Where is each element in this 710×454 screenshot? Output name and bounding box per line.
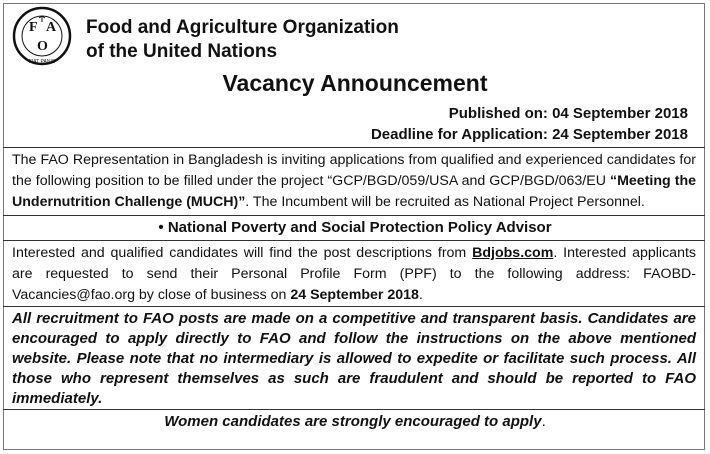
women-period: .	[541, 413, 546, 430]
logo-motto: FIAT PANIS	[28, 59, 56, 65]
org-line-2: of the United Nations	[86, 41, 278, 62]
apply-text-1: Interested and qualified candidates will find the post descriptions from	[12, 245, 473, 261]
apply-text-3: .	[418, 287, 423, 303]
page-title: Vacancy Announcement	[222, 70, 488, 96]
divider	[3, 409, 705, 410]
deadline-date: Deadline for Application: 24 September 2018	[370, 126, 688, 143]
intro-tail: . The Incumbent will be recruited as National Project Personnel.	[245, 194, 645, 210]
fao-logo	[12, 6, 72, 66]
org-line-1: Food and Agriculture Organization	[86, 17, 399, 38]
divider	[3, 215, 705, 216]
logo-letter-a: A	[46, 20, 57, 35]
organization-name	[86, 16, 399, 64]
recruitment-notice: All recruitment to FAO posts are made on a competitive and transparent basis. Candidates are encouraged to apply directly to FAO and follow the instructions on the above mentioned website. Please note that no intermediary is allowed to expedite or facilitate such process. All those who represent themselves as such are fraudulent and should be reported to FAO immediately.	[12, 310, 696, 407]
logo-letter-f: F	[29, 20, 38, 35]
published-date: Published on: 04 September 2018	[448, 105, 688, 122]
bdjobs-link[interactable]: Bdjobs.com	[472, 245, 554, 261]
apply-text-2: . Interested applicants are requested to send their Personal Profile Form (PPF) to the following address: FAOBD-Vacancies@fao.org by close of business on	[12, 245, 696, 303]
intro-paragraph	[12, 150, 696, 213]
apply-deadline: 24 September 2018	[290, 287, 419, 303]
position-title: • National Poverty and Social Protection Policy Advisor	[158, 219, 552, 236]
dates-block	[371, 103, 688, 145]
divider	[3, 240, 705, 241]
logo-letter-o: O	[37, 39, 48, 54]
intro-text: The FAO Representation in Bangladesh is inviting applications from qualified and experienced candidates for the following position to be filled under the project “GCP/BGD/059/USA and GCP/BGD/063/EU	[12, 152, 696, 189]
women-text: Women candidates are strongly encouraged to apply	[164, 413, 542, 430]
project-name: “Meeting the Undernutrition Challenge (MUCH)”	[12, 173, 696, 210]
divider	[3, 147, 705, 148]
apply-paragraph	[12, 243, 696, 306]
divider	[3, 306, 705, 307]
women-encouraged-note	[0, 413, 710, 430]
